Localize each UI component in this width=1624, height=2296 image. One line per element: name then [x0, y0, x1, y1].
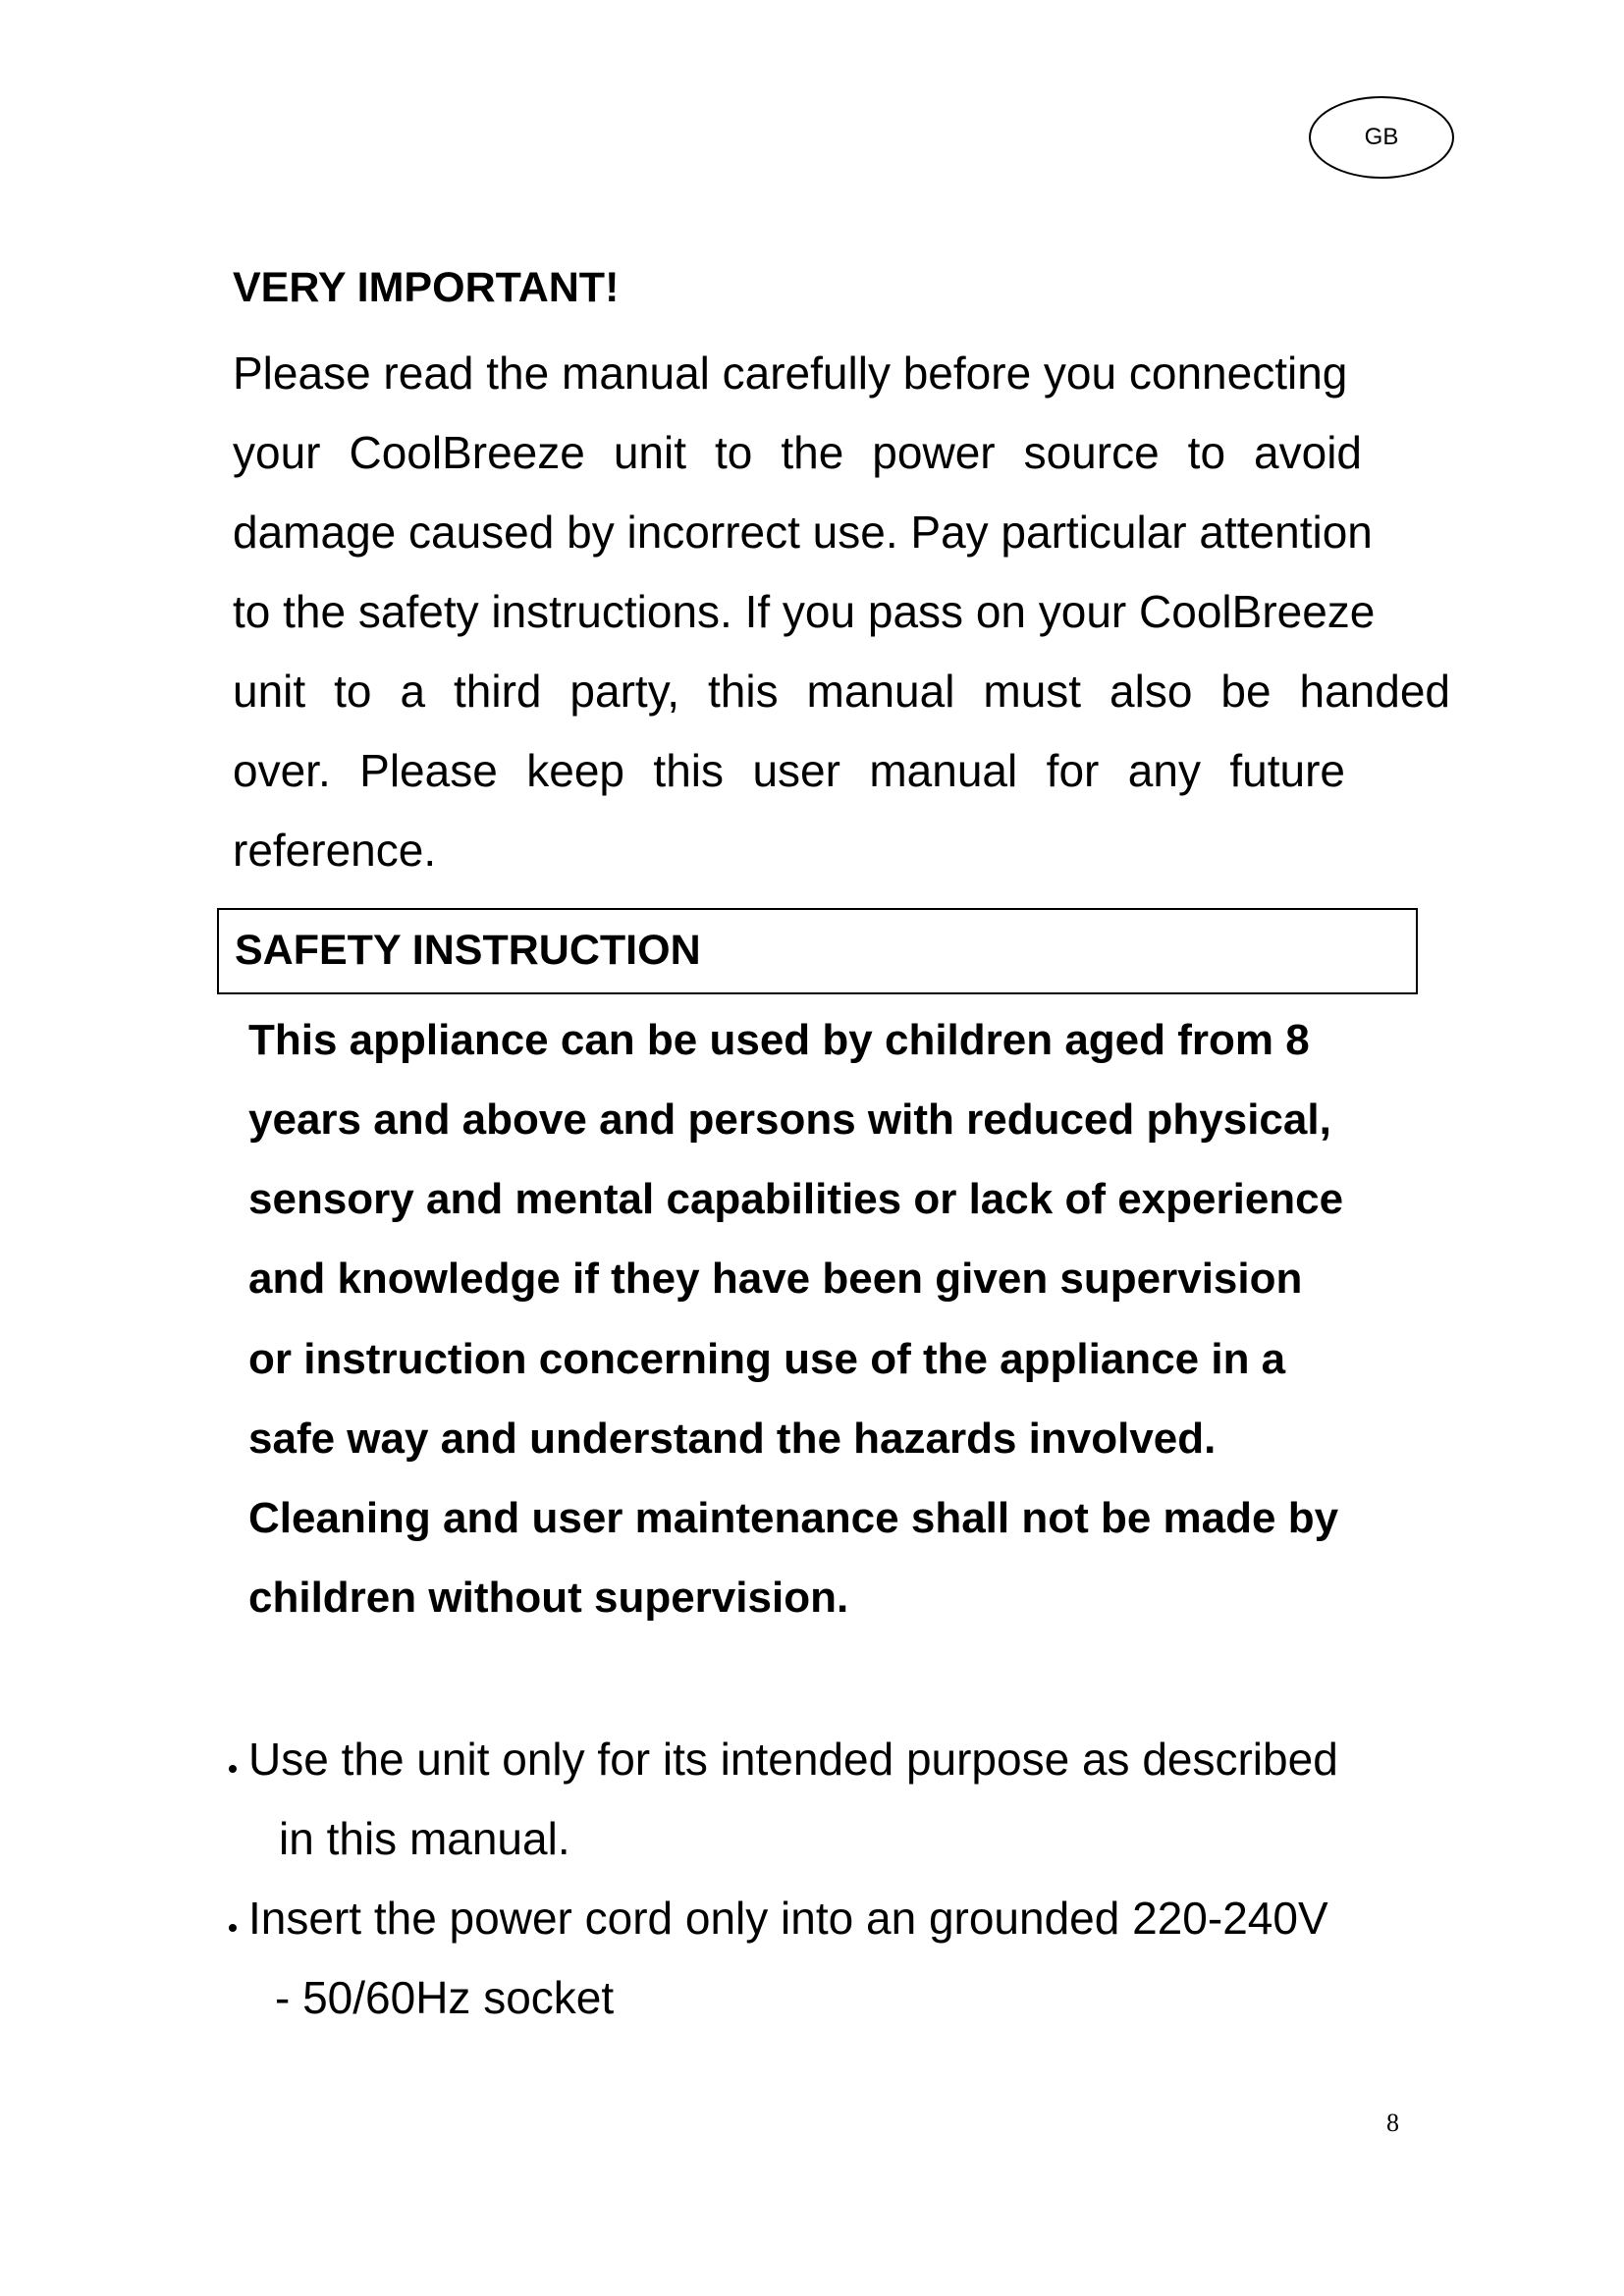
warning-line-6: safe way and understand the hazards involved. — [248, 1415, 1217, 1463]
safety-instruction-title: SAFETY INSTRUCTION — [235, 927, 701, 974]
bullet-continuation-2: - 50/60Hz socket — [275, 1972, 615, 2023]
warning-line-8: children without supervision. — [248, 1574, 849, 1622]
page-number: 8 — [1386, 2109, 1399, 2137]
bullet-continuation-1: in this manual. — [279, 1813, 570, 1864]
warning-line-3: sensory and mental capabilities or lack of experience — [248, 1175, 1344, 1223]
warning-line-1: This appliance can be used by children aged from 8 — [248, 1016, 1310, 1064]
warning-line-4: and knowledge if they have been given supervision — [248, 1255, 1303, 1303]
language-badge: GB — [1309, 96, 1454, 179]
bullet-item-2 — [229, 1893, 1328, 1944]
warning-line-2: years and above and persons with reduced physical, — [248, 1095, 1331, 1144]
intro-line-1: Please read the manual carefully before you connecting — [233, 347, 1348, 399]
bullet-text-2: Insert the power cord only into an grounded 220-240V — [248, 1893, 1328, 1944]
bullet-text-1: Use the unit only for its intended purpose as described — [248, 1734, 1338, 1785]
bullet-icon — [229, 1765, 237, 1773]
intro-line-2: your CoolBreeze unit to the power source to avoid — [233, 427, 1362, 478]
safety-instruction-box — [217, 908, 1418, 994]
bullet-item-1 — [229, 1734, 1338, 1785]
bullet-icon — [229, 1924, 237, 1932]
very-important-heading: VERY IMPORTANT! — [233, 264, 620, 311]
intro-line-3: damage caused by incorrect use. Pay particular attention — [233, 507, 1373, 558]
warning-line-7: Cleaning and user maintenance shall not be made by — [248, 1494, 1339, 1542]
intro-line-7: reference. — [233, 825, 437, 876]
intro-line-5: unit to a third party, this manual must also be handed — [233, 666, 1450, 717]
warning-line-5: or instruction concerning use of the appliance in a — [248, 1335, 1286, 1383]
intro-line-4: to the safety instructions. If you pass on your CoolBreeze — [233, 586, 1376, 637]
intro-line-6: over. Please keep this user manual for any future — [233, 745, 1345, 796]
